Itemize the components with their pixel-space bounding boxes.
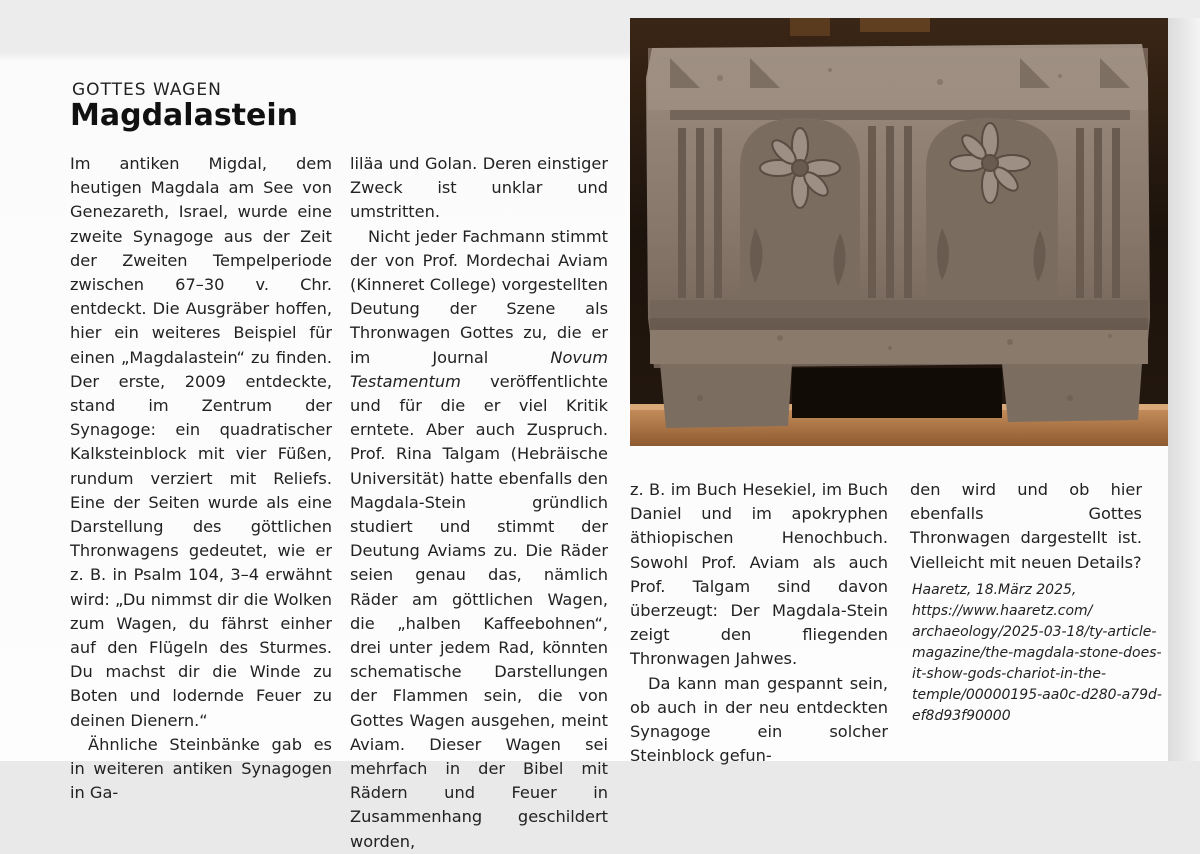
text-column-1 xyxy=(70,152,332,805)
paragraph-text: Nicht jeder Fachmann stimmt der von Prof. Mordechai Aviam (Kinneret College) vorgestellten Deutung der Szene als Thronwagen Gottes zu, die er im Journal xyxy=(350,226,608,367)
source-line: it-show-gods-chariot-in-the- xyxy=(912,666,1107,682)
text-column-2 xyxy=(350,152,608,854)
paragraph: den wird und ob hier ebenfalls Gottes Thronwagen dargestellt ist. Vielleicht mit neuen Details? xyxy=(910,480,1142,572)
source-line: https://www.haaretz.com/ xyxy=(912,603,1093,619)
paragraph: Da kann man gespannt sein, ob auch in der neu entdeckten Synagoge ein solcher Steinblock gefun- xyxy=(630,673,888,766)
article-kicker: GOTTES WAGEN xyxy=(72,80,222,100)
text-column-3 xyxy=(630,478,888,768)
source-line: temple/00000195-aa0c-d280-a79d- xyxy=(912,687,1162,703)
magdala-stone-photo xyxy=(630,18,1168,446)
journal-title: Novum Testamentum xyxy=(350,347,608,391)
source-line: ef8d93f90000 xyxy=(912,708,1011,724)
paragraph xyxy=(350,225,608,854)
source-line: magazine/the-magdala-stone-does- xyxy=(912,645,1162,661)
paragraph: Ähnliche Steinbänke gab es in weiteren antiken Synagogen in Ga- xyxy=(70,734,332,803)
paragraph-text: veröffentlichte und für die er viel Kritik erntete. Aber auch Zuspruch. Prof. Rina Talgam (Hebräische Universität) hatte ebenfalls den Magdala-Stein gründlich studiert und stimmt der Deutung Aviams zu. Die Räder seien genau das, nämlich Räder am göttlichen Wagen, die „halben Kaffeebohnen“, drei unter jedem Rad, könnten schematische Darstellungen der Flammen sein, die von Gottes Wagen ausgehen, meint Aviam. Dieser Wagen sei mehrfach in der Bibel mit Rädern und Feuer in Zusammenhang geschildert worden, xyxy=(350,371,608,851)
source-citation xyxy=(912,580,1162,727)
magdala-stone-image xyxy=(630,18,1168,446)
article-headline: Magdalastein xyxy=(70,98,299,133)
source-line: Haaretz, 18.März 2025, xyxy=(912,582,1077,598)
facing-page-edge xyxy=(1168,18,1200,761)
text-column-4 xyxy=(910,478,1142,575)
paragraph: z. B. im Buch Hesekiel, im Buch Daniel und im apokryphen äthiopischen Henochbuch. Sowohl Prof. Aviam als auch Prof. Talgam sind davon überzeugt: Der Magdala-Stein zeigt den fliegenden Thronwagen Jahwes. xyxy=(630,480,888,669)
paragraph: liläa und Golan. Deren einstiger Zweck ist unklar und umstritten. xyxy=(350,154,608,222)
paragraph: Im antiken Migdal, dem heutigen Magdala am See von Genezareth, Israel, wurde eine zweite Synagoge aus der Zeit der Zweiten Tempelperiode zwischen 67–30 v. Chr. entdeckt. Die Ausgräber hoffen, hier ein weiteres Beispiel für einen „Magdalastein“ zu finden. Der erste, 2009 entdeckte, stand im Zentrum der Synagoge: ein quadratischer Kalksteinblock mit vier Füßen, rundum verziert mit Reliefs. Eine der Seiten wurde als eine Darstellung des göttlichen Thronwagens gedeutet, wie er z. B. in Psalm 104, 3–4 erwähnt wird: „Du nimmst dir die Wolken zum Wagen, du fährst einher auf den Flügeln des Sturmes. Du machst dir die Winde zu Boten und lodernde Feuer zu deinen Dienern.“ xyxy=(70,154,332,730)
source-line: archaeology/2025-03-18/ty-article- xyxy=(912,624,1157,640)
